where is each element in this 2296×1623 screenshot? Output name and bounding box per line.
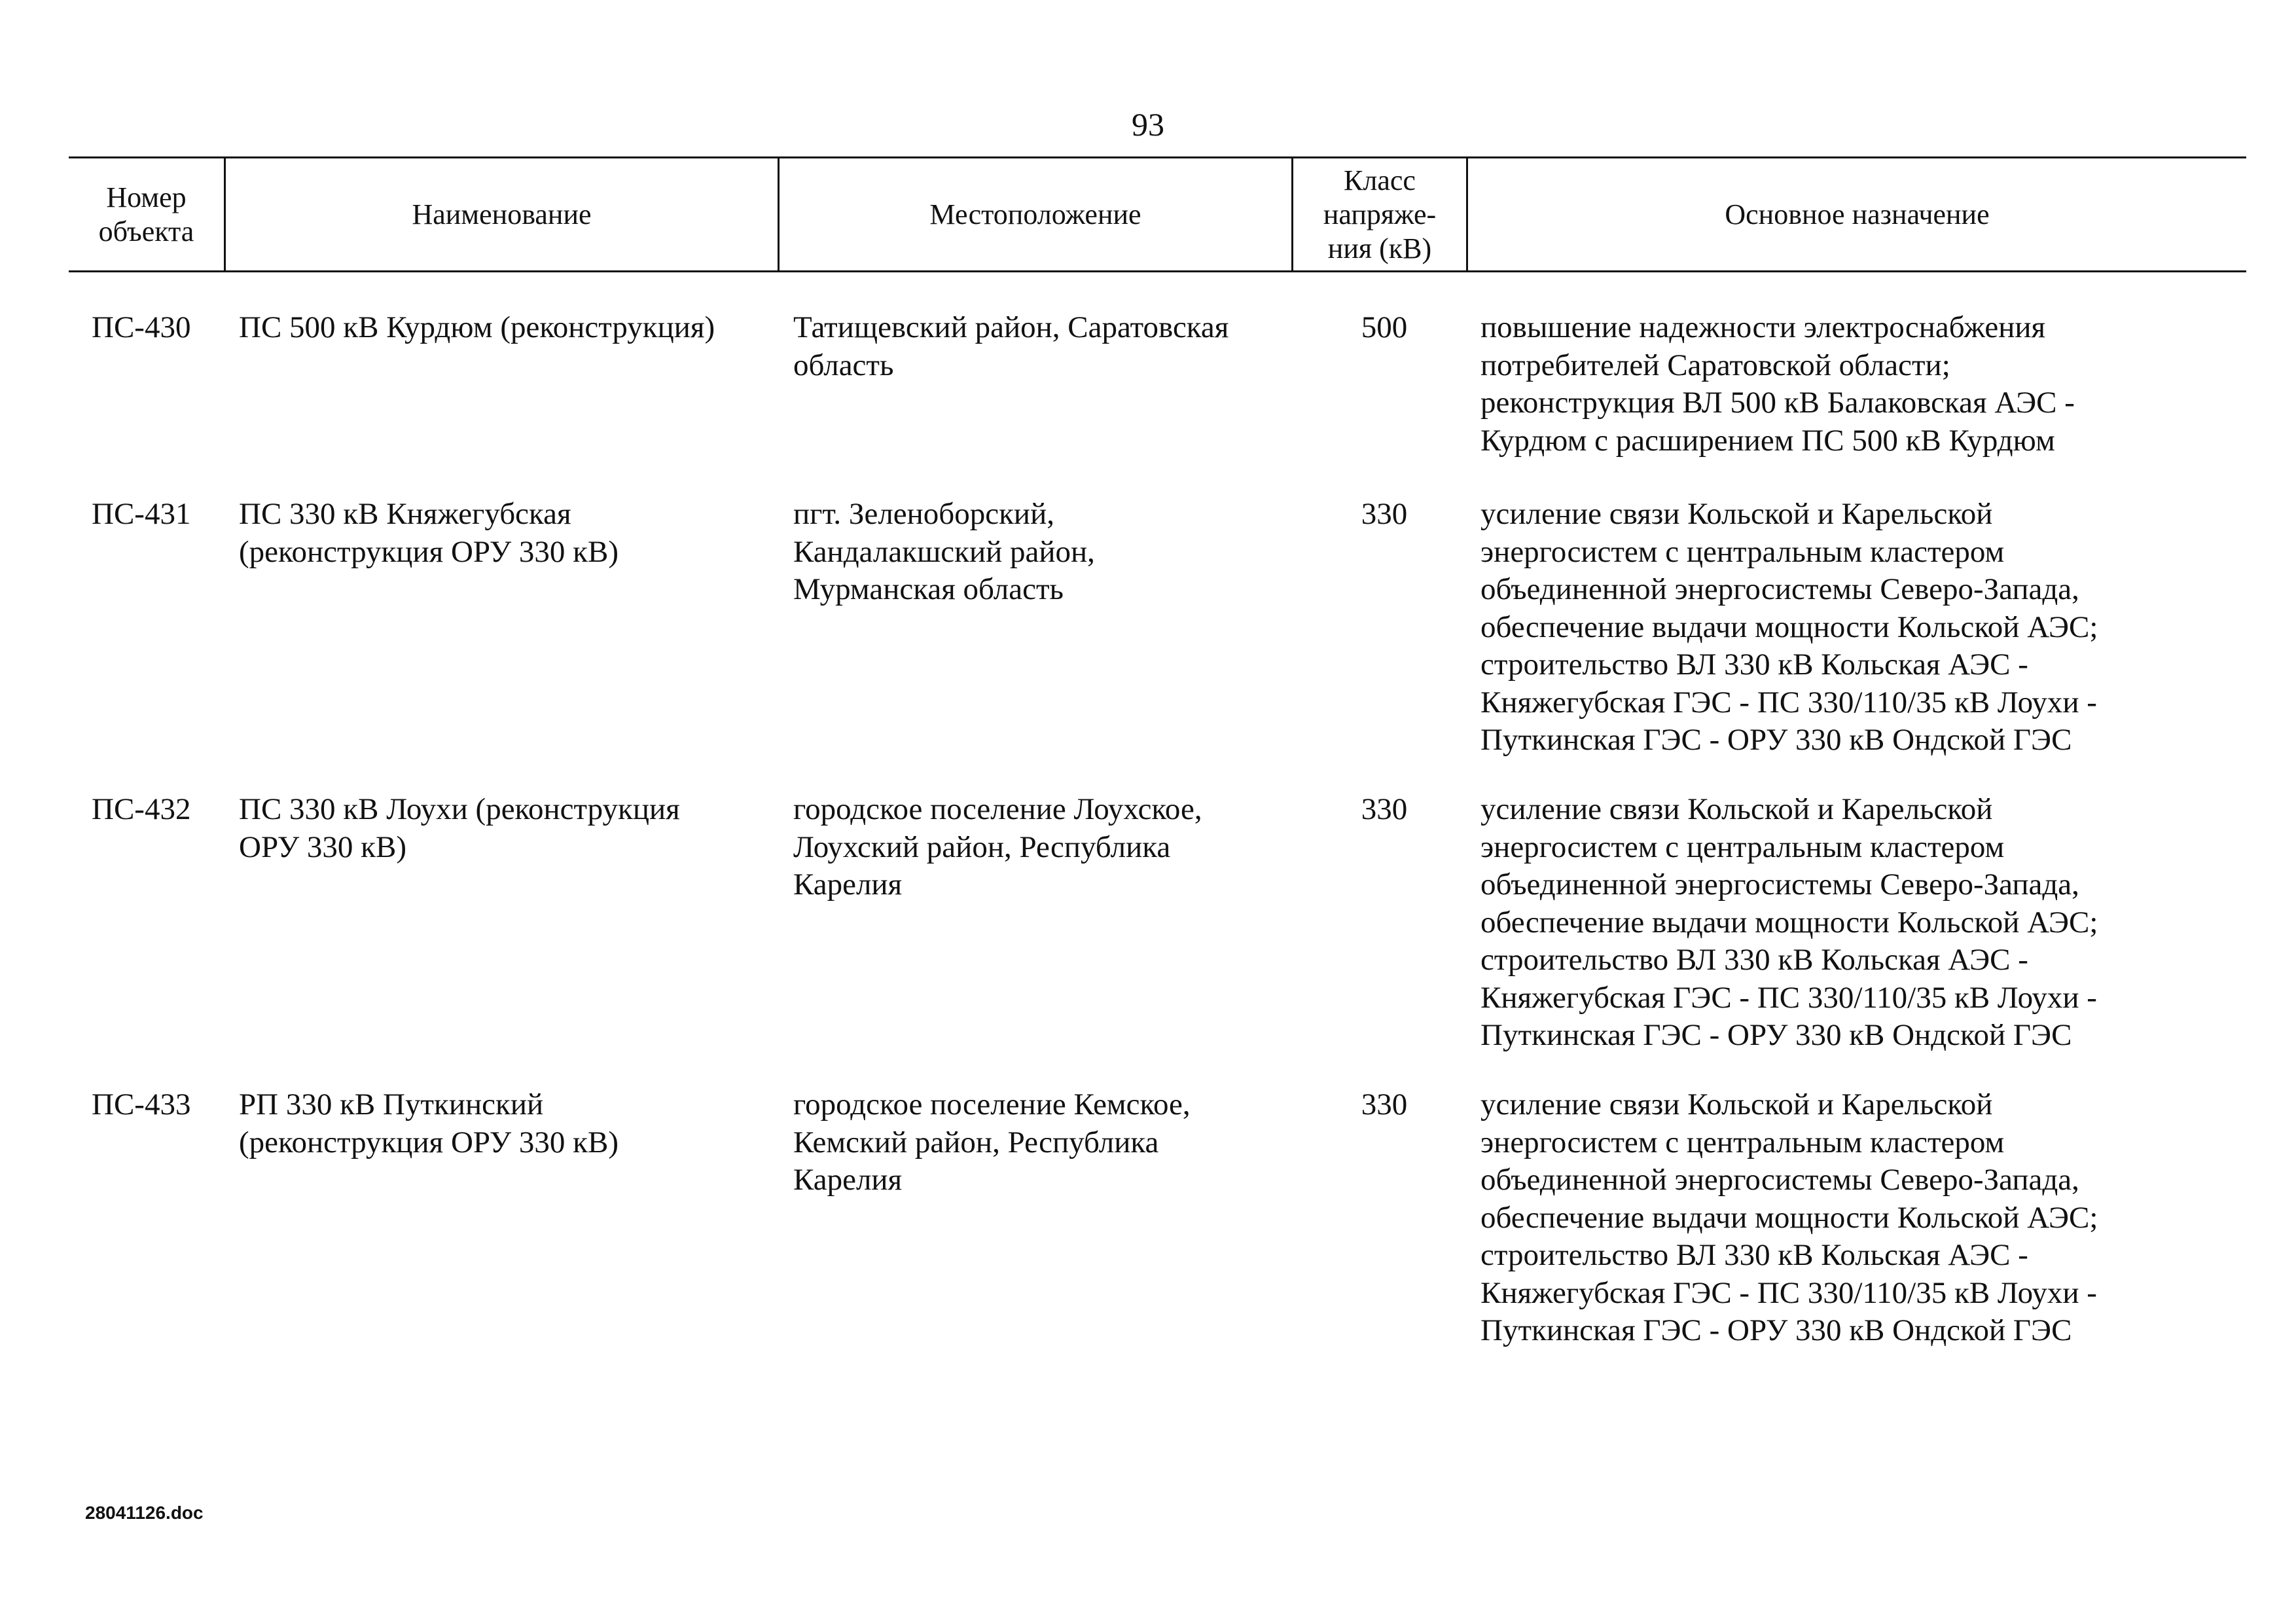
object-name-cell: ПС 330 кВ Княжегубская (реконструкция ОРУ 330 кВ) bbox=[239, 497, 619, 569]
page-number: 93 bbox=[1132, 106, 1164, 143]
voltage-cell: 330 bbox=[1361, 497, 1408, 531]
object-name-cell: РП 330 кВ Путкинский (реконструкция ОРУ 330 кВ) bbox=[239, 1087, 619, 1159]
header-location: Местоположение bbox=[929, 198, 1141, 230]
object-number-cell: ПС-430 bbox=[92, 310, 191, 344]
header-bottom-rule bbox=[69, 270, 2246, 272]
purpose-cell: усиление связи Кольской и Карельской энергосистем с центральным кластером объединенной энергосистемы Северо-Запада, обеспечение выдачи мощности Кольской АЭС; строительство ВЛ 330 кВ Кольская АЭС - Княжегубская ГЭС - ПС 330/110/35 кВ Лоухи - Путкинская ГЭС - ОРУ 330 кВ Ондской ГЭС bbox=[1480, 792, 2098, 1052]
header-main-purpose: Основное назначение bbox=[1725, 198, 1990, 230]
location-cell: городское поселение Лоухское, Лоухский район, Республика Карелия bbox=[793, 792, 1202, 902]
voltage-cell: 330 bbox=[1361, 1087, 1408, 1122]
purpose-cell: усиление связи Кольской и Карельской энергосистем с центральным кластером объединенной энергосистемы Северо-Запада, обеспечение выдачи мощности Кольской АЭС; строительство ВЛ 330 кВ Кольская АЭС - Княжегубская ГЭС - ПС 330/110/35 кВ Лоухи - Путкинская ГЭС - ОРУ 330 кВ Ондской ГЭС bbox=[1480, 1087, 2098, 1347]
purpose-cell: повышение надежности электроснабжения потребителей Саратовской области; реконструкция ВЛ 500 кВ Балаковская АЭС - Курдюм с расширением ПС 500 кВ Курдюм bbox=[1480, 310, 2075, 458]
header-voltage-class: Класс напряже- ния (кВ) bbox=[1323, 164, 1437, 264]
location-cell: пгт. Зеленоборский, Кандалакшский район, Мурманская область bbox=[793, 497, 1095, 606]
header-object-number: Номер объекта bbox=[98, 181, 194, 247]
purpose-cell: усиление связи Кольской и Карельской энергосистем с центральным кластером объединенной энергосистемы Северо-Запада, обеспечение выдачи мощности Кольской АЭС; строительство ВЛ 330 кВ Кольская АЭС - Княжегубская ГЭС - ПС 330/110/35 кВ Лоухи - Путкинская ГЭС - ОРУ 330 кВ Ондской ГЭС bbox=[1480, 497, 2098, 757]
object-number-cell: ПС-432 bbox=[92, 792, 191, 826]
object-number-cell: ПС-431 bbox=[92, 497, 191, 531]
voltage-cell: 500 bbox=[1361, 310, 1408, 344]
object-name-cell: ПС 500 кВ Курдюм (реконструкция) bbox=[239, 310, 715, 344]
location-cell: Татищевский район, Саратовская область bbox=[793, 310, 1229, 382]
header-name: Наименование bbox=[412, 198, 592, 230]
object-name-cell: ПС 330 кВ Лоухи (реконструкция ОРУ 330 кВ) bbox=[239, 792, 680, 864]
object-number-cell: ПС-433 bbox=[92, 1087, 191, 1122]
location-cell: городское поселение Кемское, Кемский район, Республика Карелия bbox=[793, 1087, 1191, 1197]
voltage-cell: 330 bbox=[1361, 792, 1408, 826]
document-filename: 28041126.doc bbox=[85, 1503, 204, 1523]
